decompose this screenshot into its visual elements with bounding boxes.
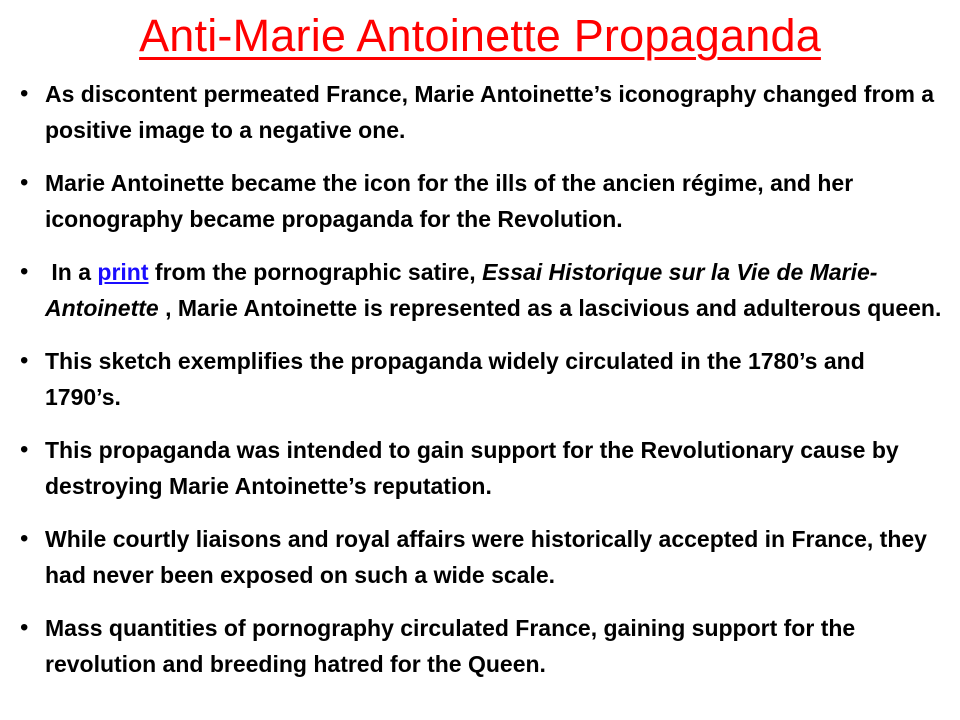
bullet-text: This propaganda was intended to gain support for the Revolutionary cause by destroying Marie Antoinette’s reputation. — [45, 437, 899, 499]
list-item — [0, 610, 960, 682]
bullet-text: This sketch exemplifies the propaganda widely circulated in the 1780’s and 1790’s. — [45, 348, 865, 410]
slide-title: Anti-Marie Antoinette Propaganda — [139, 10, 821, 61]
print-link[interactable]: print — [97, 259, 149, 285]
bullet-text: As discontent permeated France, Marie Antoinette’s iconography changed from a positive image to a negative one. — [45, 81, 935, 143]
list-item — [0, 165, 960, 237]
bullet-dot-icon: • — [20, 436, 29, 463]
bullet-dot-icon: • — [20, 614, 29, 641]
list-item — [0, 254, 960, 326]
bullet-text-middle: from the pornographic satire, — [148, 259, 483, 285]
bullet-dot-icon: • — [20, 169, 29, 196]
bullet-text-with-link — [45, 254, 945, 326]
bullet-list — [0, 76, 960, 699]
bullet-text: Marie Antoinette became the icon for the ills of the ancien régime, and her iconography became propaganda for the Revolution. — [45, 170, 854, 232]
bullet-text: While courtly liaisons and royal affairs were historically accepted in France, they had never been exposed on such a wide scale. — [45, 526, 927, 588]
list-item — [0, 76, 960, 148]
bullet-dot-icon: • — [20, 347, 29, 374]
bullet-dot-icon: • — [20, 80, 29, 107]
bullet-text: Mass quantities of pornography circulated France, gaining support for the revolution and breeding hatred for the Queen. — [45, 615, 856, 677]
list-item — [0, 343, 960, 415]
list-item — [0, 521, 960, 593]
bullet-dot-icon: • — [20, 525, 29, 552]
bullet-text-prefix: In a — [45, 259, 98, 285]
bullet-text-suffix: , Marie Antoinette is represented as a lascivious and adulterous queen. — [158, 295, 942, 321]
list-item — [0, 432, 960, 504]
book-title: Essai Historique sur la Vie de Marie-Antoinette — [45, 259, 878, 321]
bullet-dot-icon: • — [20, 258, 29, 285]
